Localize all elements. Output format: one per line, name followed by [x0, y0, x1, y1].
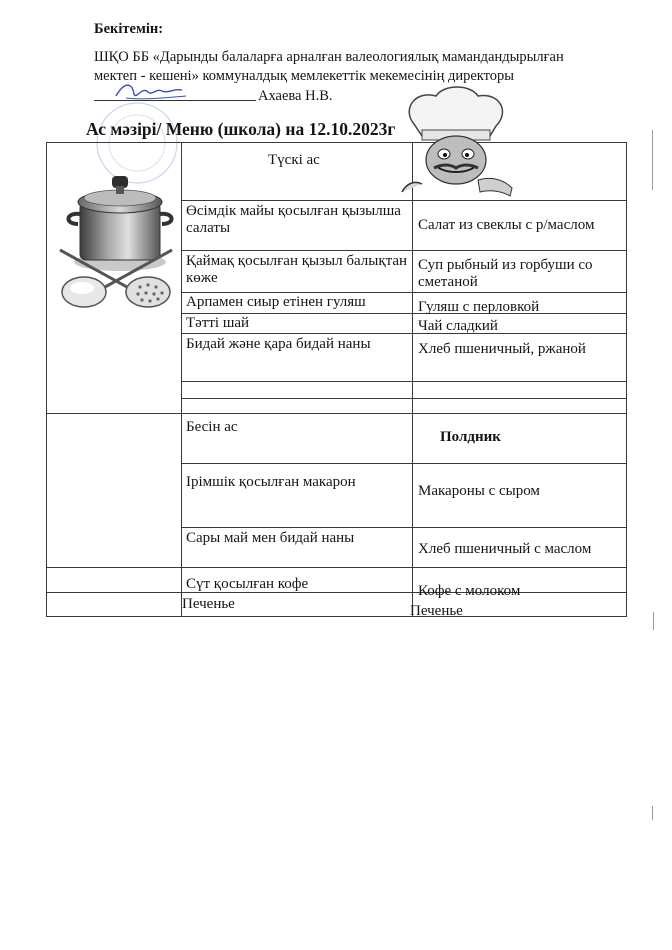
col-line-left [181, 142, 182, 616]
approval-label: Бекітемін: [94, 21, 164, 37]
lunch-item-ru: Гуляш с перловкой [418, 299, 540, 315]
chef-cartoon-icon [392, 84, 522, 200]
row-line [46, 567, 626, 568]
row-line [181, 398, 626, 399]
lunch-item-ru: Салат из свеклы с р/маслом [418, 217, 595, 233]
lunch-item-kz: Бидай және қара бидай наны [186, 336, 371, 352]
col-line-right [412, 142, 413, 616]
row-line [181, 463, 626, 464]
approval-line-2: мектеп - кешені» коммуналдық мемлекеттік мекемесінің директоры [94, 68, 515, 84]
table-border-left [46, 142, 47, 616]
signatory-name: Ахаева Н.В. [258, 88, 333, 104]
snack-header-kz: Бесін ас [186, 419, 238, 435]
lunch-item-ru: Хлеб пшеничный, ржаной [418, 341, 586, 357]
approval-line-1: ШҚО ББ «Дарынды балаларға арналған валеологиялық мамандандырылған [94, 49, 564, 65]
scan-edge-mark [653, 612, 654, 630]
snack-item-kz: Ірімшік қосылған макарон [186, 474, 356, 490]
lunch-item-kz: Өсімдік майы қосылған қызылша салаты [186, 203, 401, 236]
row-line [181, 381, 626, 382]
snack-item-ru: Печенье [410, 603, 463, 619]
row-line [181, 250, 626, 251]
lunch-item-kz: Қаймақ қосылған қызыл балықтан көже [186, 253, 408, 286]
row-line [46, 413, 626, 414]
row-line [181, 292, 626, 293]
snack-header-ru: Полдник [440, 429, 501, 445]
table-border-right [626, 142, 627, 616]
snack-item-kz: Печенье [182, 596, 235, 612]
lunch-item-ru: Чай сладкий [418, 318, 498, 334]
snack-item-ru: Хлеб пшеничный с маслом [418, 541, 592, 557]
ladles-icon [52, 240, 180, 310]
row-line [181, 200, 626, 201]
scan-edge-mark [652, 130, 653, 190]
page-title: Ас мәзірі/ Меню (школа) на 12.10.2023г [86, 119, 396, 139]
lunch-item-ru: Суп рыбный из горбуши со сметаной [418, 257, 593, 290]
lunch-header-kz: Түскі ас [268, 152, 320, 168]
lunch-item-kz: Арпамен сиыр етінен гуляш [186, 294, 366, 310]
scan-edge-mark [652, 806, 653, 820]
lunch-item-kz: Тәтті шай [186, 315, 250, 331]
snack-item-ru: Макароны с сыром [418, 483, 540, 499]
snack-item-kz: Сары май мен бидай наны [186, 530, 355, 546]
table-border-top [46, 142, 626, 143]
snack-item-kz: Сүт қосылған кофе [186, 576, 309, 592]
snack-item-ru: Кофе с молоком [418, 583, 521, 599]
row-line [181, 527, 626, 528]
